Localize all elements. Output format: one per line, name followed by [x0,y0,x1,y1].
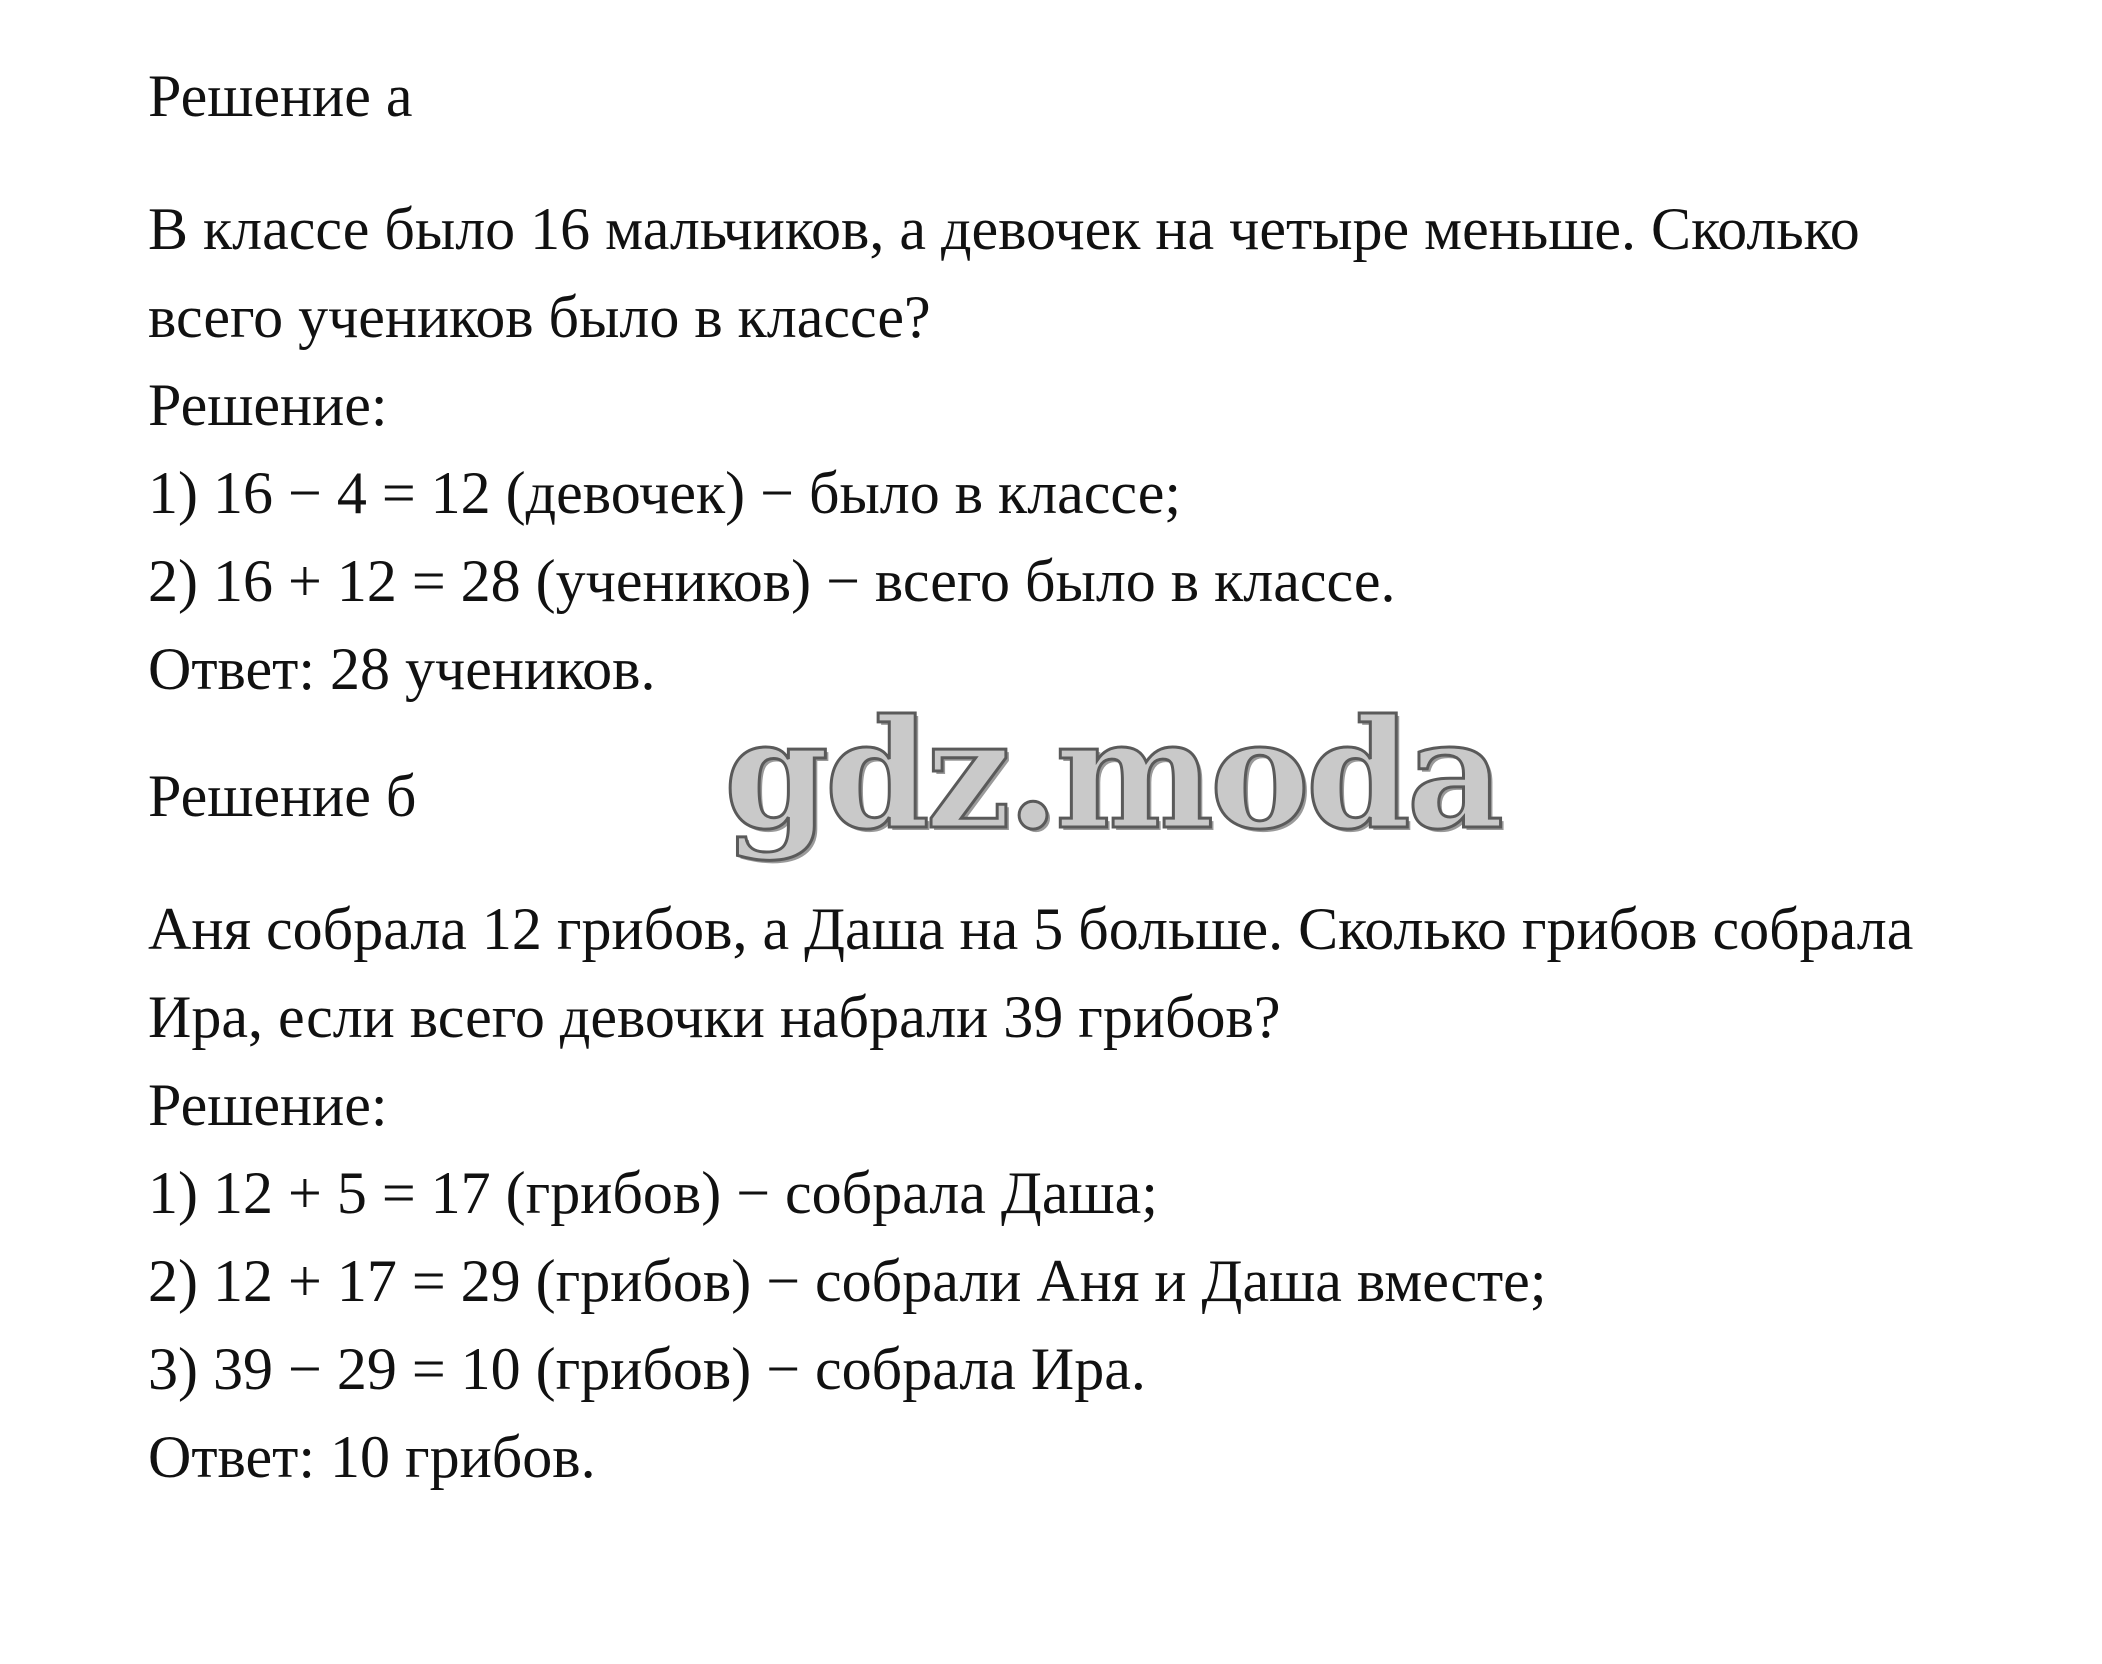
section-a-answer: Ответ: 28 учеников. [148,636,656,702]
section-b-heading: Решение б [148,763,417,829]
section-a-problem-line-2: всего учеников было в классе? [148,284,931,350]
section-a-problem-line-1: В классе было 16 мальчиков, а девочек на четыре меньше. Сколько [148,196,1860,262]
section-b-step-1: 1) 12 + 5 = 17 (грибов) − собрала Даша; [148,1160,1158,1226]
section-b-answer: Ответ: 10 грибов. [148,1424,596,1490]
section-a-solution-label: Решение: [148,372,388,438]
gdz-moda-watermark: gdz.moda [724,687,1501,863]
section-b-problem-line-1: Аня собрала 12 грибов, а Даша на 5 больше. Сколько грибов собрала [148,896,1914,962]
section-b-step-3: 3) 39 − 29 = 10 (грибов) − собрала Ира. [148,1336,1146,1402]
section-b-problem-line-2: Ира, если всего девочки набрали 39 грибов? [148,984,1281,1050]
section-a-heading: Решение а [148,63,413,129]
section-a-step-2: 2) 16 + 12 = 28 (учеников) − всего было в классе. [148,548,1396,614]
section-a-step-1: 1) 16 − 4 = 12 (девочек) − было в классе; [148,460,1182,526]
section-b-solution-label: Решение: [148,1072,388,1138]
section-b-step-2: 2) 12 + 17 = 29 (грибов) − собрали Аня и Даша вместе; [148,1248,1547,1314]
